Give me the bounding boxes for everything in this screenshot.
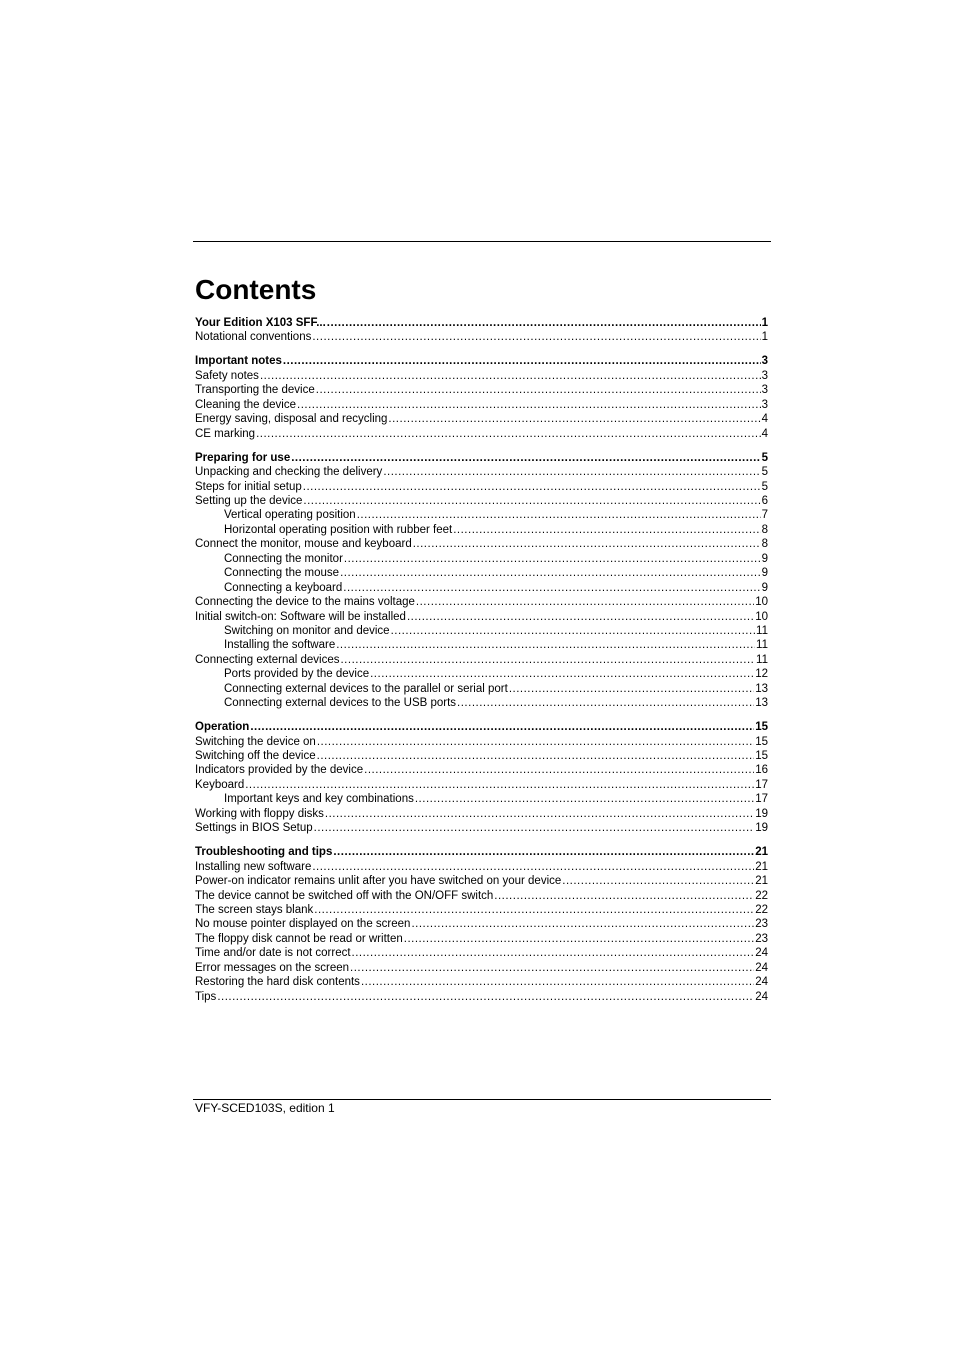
toc-entry-label: Steps for initial setup xyxy=(195,480,302,493)
toc-entry-label: Ports provided by the device xyxy=(224,668,370,681)
toc-entry-label: Connecting external devices to the parallel or serial port xyxy=(224,682,508,695)
toc-subsection-entry[interactable] xyxy=(195,508,768,522)
dot-leader xyxy=(327,316,761,330)
dot-leader xyxy=(509,682,754,696)
toc-page-number: 9 xyxy=(761,567,768,580)
toc-entry-label: Settings in BIOS Setup xyxy=(195,822,313,835)
toc-page-number: 24 xyxy=(755,976,768,989)
dot-leader xyxy=(317,735,754,749)
toc-page-number: 19 xyxy=(755,807,768,820)
toc-page-number: 21 xyxy=(755,846,768,859)
toc-section-entry[interactable] xyxy=(195,383,768,397)
dot-leader xyxy=(333,845,754,859)
toc-section xyxy=(195,354,768,441)
dot-leader xyxy=(383,465,760,479)
toc-page-number: 3 xyxy=(761,369,768,382)
toc-subsection-entry[interactable] xyxy=(195,682,768,696)
dot-leader xyxy=(245,778,754,792)
dot-leader xyxy=(388,412,760,426)
toc-chapter-entry[interactable] xyxy=(195,845,768,859)
toc-section xyxy=(195,720,768,836)
toc-entry-label: Indicators provided by the device xyxy=(195,764,364,777)
toc-page-number: 7 xyxy=(761,509,768,522)
toc-page-number: 15 xyxy=(755,750,768,763)
toc-page-number: 15 xyxy=(755,735,768,748)
dot-leader xyxy=(291,451,760,465)
toc-entry-label: Vertical operating position xyxy=(224,509,356,522)
toc-section-entry[interactable] xyxy=(195,735,768,749)
toc-page-number: 3 xyxy=(761,384,768,397)
toc-entry-label: Connecting external devices to the USB ports xyxy=(224,697,457,710)
toc-chapter-entry[interactable] xyxy=(195,720,768,734)
toc-page-number: 9 xyxy=(761,581,768,594)
toc-entry-label: Preparing for use xyxy=(195,451,291,464)
toc-page-number: 6 xyxy=(761,495,768,507)
toc-section-entry[interactable] xyxy=(195,330,768,344)
toc-subsection-entry[interactable] xyxy=(195,552,768,566)
toc-entry-label: Horizontal operating position with rubber feet xyxy=(224,523,453,536)
toc-page-number: 13 xyxy=(755,697,768,710)
toc-section-entry[interactable] xyxy=(195,903,768,917)
toc-page-number: 24 xyxy=(755,961,768,974)
toc-section-entry[interactable] xyxy=(195,412,768,426)
toc-page-number: 8 xyxy=(761,538,768,551)
toc-page-number: 22 xyxy=(755,889,768,902)
toc-page-number: 24 xyxy=(755,990,768,1003)
toc-page-number: 21 xyxy=(755,860,768,873)
toc-section xyxy=(195,845,768,1004)
dot-leader xyxy=(316,383,761,397)
dot-leader xyxy=(494,889,754,903)
toc-page-number: 13 xyxy=(755,682,768,695)
toc-section-entry[interactable] xyxy=(195,807,768,821)
toc-entry-label: Keyboard xyxy=(195,778,245,791)
toc-entry-label: Switching the device on xyxy=(195,735,316,748)
toc-page-number: 4 xyxy=(761,413,768,426)
dot-leader xyxy=(325,807,754,821)
dot-leader xyxy=(303,480,761,494)
toc-chapter-entry[interactable] xyxy=(195,451,768,465)
toc-page-number: 10 xyxy=(755,596,768,609)
dot-leader xyxy=(404,932,754,946)
toc-entry-label: Setting up the device xyxy=(195,495,303,507)
dot-leader xyxy=(250,720,754,734)
toc-section-entry[interactable] xyxy=(195,763,768,777)
dot-leader xyxy=(413,537,761,551)
toc-section-entry[interactable] xyxy=(195,480,768,494)
dot-leader xyxy=(217,990,754,1004)
toc-entry-label: Important notes xyxy=(195,355,282,368)
toc-entry-label: No mouse pointer displayed on the screen xyxy=(195,918,411,931)
dot-leader xyxy=(336,638,755,652)
toc-entry-label: Transporting the device xyxy=(195,384,315,397)
toc-entry-label: Switching off the device xyxy=(195,750,316,763)
toc-entry-label: CE marking xyxy=(195,427,256,440)
toc-section-entry[interactable] xyxy=(195,653,768,667)
dot-leader xyxy=(361,975,754,989)
toc-section-entry[interactable] xyxy=(195,975,768,989)
dot-leader xyxy=(415,792,754,806)
toc-entry-label: Time and/or date is not correct xyxy=(195,947,351,960)
footer-rule xyxy=(193,1099,771,1100)
toc-section-entry[interactable] xyxy=(195,595,768,609)
toc-page-number: 12 xyxy=(755,668,768,681)
toc-section-entry[interactable] xyxy=(195,821,768,835)
toc-page-number: 5 xyxy=(761,466,768,479)
dot-leader xyxy=(453,523,760,537)
toc-subsection-entry[interactable] xyxy=(195,792,768,806)
dot-leader xyxy=(314,821,755,835)
toc-entry-label: The screen stays blank xyxy=(195,904,314,916)
toc-page-number: 11 xyxy=(756,639,768,652)
toc-entry-label: Important keys and key combinations xyxy=(224,793,414,806)
toc-section-entry[interactable] xyxy=(195,369,768,383)
toc-page-number: 1 xyxy=(761,331,768,344)
dot-leader xyxy=(317,749,755,763)
toc-page-number: 21 xyxy=(755,875,768,888)
toc-entry-label: The device cannot be switched off with the ON/OFF switch xyxy=(195,889,494,902)
toc-entry-label: Connecting the mouse xyxy=(224,567,340,580)
dot-leader xyxy=(343,581,760,595)
dot-leader xyxy=(457,696,754,710)
toc-section xyxy=(195,451,768,711)
toc-page-number: 23 xyxy=(755,918,768,931)
toc-entry-label: Cleaning the device xyxy=(195,398,297,411)
toc-entry-label: Troubleshooting and tips xyxy=(195,846,333,859)
dot-leader xyxy=(562,874,754,888)
dot-leader xyxy=(340,653,755,667)
toc-page-number: 4 xyxy=(761,427,768,440)
toc-section-entry[interactable] xyxy=(195,860,768,874)
toc-entry-label: Connecting the monitor xyxy=(224,552,343,565)
toc-page-number: 24 xyxy=(755,947,768,960)
toc-chapter-entry[interactable] xyxy=(195,316,768,330)
toc-page-number: 10 xyxy=(755,610,768,623)
toc-entry-label: Connecting external devices xyxy=(195,653,340,666)
toc-entry-label: Connecting the device to the mains voltage xyxy=(195,596,415,609)
toc-page-number: 9 xyxy=(761,552,768,565)
toc-entry-label: Connecting a keyboard xyxy=(224,581,343,594)
toc-entry-label: Initial switch-on: Software will be installed xyxy=(195,610,406,623)
toc-page-number: 11 xyxy=(756,653,768,666)
dot-leader xyxy=(364,763,754,777)
toc-page-number: 1 xyxy=(761,317,768,329)
toc-page-number: 16 xyxy=(755,764,768,777)
dot-leader xyxy=(411,917,754,931)
toc-page-number: 5 xyxy=(761,451,768,464)
toc-entry-label: Switching on monitor and device xyxy=(224,624,390,637)
dot-leader xyxy=(297,398,761,412)
dot-leader xyxy=(350,961,754,975)
toc-section xyxy=(195,316,768,345)
dot-leader xyxy=(303,494,760,508)
toc-entry-label: Notational conventions xyxy=(195,331,312,344)
dot-leader xyxy=(256,427,761,441)
toc-entry-label: Power-on indicator remains unlit after you have switched on your device xyxy=(195,875,562,888)
dot-leader xyxy=(352,946,755,960)
toc-section-entry[interactable] xyxy=(195,749,768,763)
toc-chapter-entry[interactable] xyxy=(195,354,768,368)
toc-section-entry[interactable] xyxy=(195,537,768,551)
toc-entry-label: The floppy disk cannot be read or written xyxy=(195,932,403,945)
toc-page-number: 3 xyxy=(761,398,768,411)
toc-entry-label: Restoring the hard disk contents xyxy=(195,976,360,989)
toc-subsection-entry[interactable] xyxy=(195,667,768,681)
toc-section-entry[interactable] xyxy=(195,932,768,946)
dot-leader xyxy=(357,508,761,522)
dot-leader xyxy=(314,903,754,917)
toc-section-entry[interactable] xyxy=(195,427,768,441)
dot-leader xyxy=(260,369,761,383)
dot-leader xyxy=(391,624,755,638)
dot-leader xyxy=(344,552,761,566)
toc-section-entry[interactable] xyxy=(195,874,768,888)
toc-entry-label: Working with floppy disks xyxy=(195,807,324,820)
toc-section-entry[interactable] xyxy=(195,889,768,903)
footer-text: VFY-SCED103S, edition 1 xyxy=(195,1101,335,1115)
dot-leader xyxy=(370,667,754,681)
toc-section-entry[interactable] xyxy=(195,398,768,412)
dot-leader xyxy=(312,860,754,874)
toc-section-entry[interactable] xyxy=(195,961,768,975)
toc-entry-label: Connect the monitor, mouse and keyboard xyxy=(195,538,412,551)
toc-page-number: 19 xyxy=(755,822,768,835)
toc-subsection-entry[interactable] xyxy=(195,523,768,537)
toc-subsection-entry[interactable] xyxy=(195,638,768,652)
toc-entry-label: Your Edition X103 SFF... xyxy=(195,317,326,329)
dot-leader xyxy=(416,595,754,609)
toc-entry-label: Tips xyxy=(195,990,217,1003)
dot-leader xyxy=(407,610,754,624)
toc-page-number: 3 xyxy=(761,355,768,368)
toc-page-number: 11 xyxy=(756,624,768,637)
toc-entry-label: Energy saving, disposal and recycling xyxy=(195,413,388,426)
toc-subsection-entry[interactable] xyxy=(195,581,768,595)
toc-section-entry[interactable] xyxy=(195,917,768,931)
toc-section-entry[interactable] xyxy=(195,990,768,1004)
toc-section-entry[interactable] xyxy=(195,465,768,479)
toc-entry-label: Unpacking and checking the delivery xyxy=(195,466,383,479)
toc-subsection-entry[interactable] xyxy=(195,696,768,710)
dot-leader xyxy=(283,354,761,368)
toc-entry-label: Operation xyxy=(195,721,250,734)
header-rule xyxy=(193,241,771,242)
toc-subsection-entry[interactable] xyxy=(195,624,768,638)
toc-page-number: 8 xyxy=(761,523,768,536)
toc-subsection-entry[interactable] xyxy=(195,566,768,580)
toc-entry-label: Installing new software xyxy=(195,860,312,873)
toc-section-entry[interactable] xyxy=(195,946,768,960)
toc-page-number: 17 xyxy=(755,778,768,791)
dot-leader xyxy=(312,330,760,344)
toc-page-number: 23 xyxy=(755,932,768,945)
toc-entry-label: Installing the software xyxy=(224,639,336,652)
toc-section-entry[interactable] xyxy=(195,494,768,508)
toc-page-number: 22 xyxy=(755,904,768,916)
page-title: Contents xyxy=(195,274,317,305)
toc-entry-label: Safety notes xyxy=(195,369,259,382)
toc-section-entry[interactable] xyxy=(195,778,768,792)
toc-section-entry[interactable] xyxy=(195,610,768,624)
table-of-contents xyxy=(195,316,768,1014)
dot-leader xyxy=(340,566,761,580)
toc-page-number: 17 xyxy=(755,793,768,806)
toc-entry-label: Error messages on the screen xyxy=(195,961,350,974)
toc-page-number: 15 xyxy=(755,721,768,734)
toc-page-number: 5 xyxy=(761,480,768,493)
